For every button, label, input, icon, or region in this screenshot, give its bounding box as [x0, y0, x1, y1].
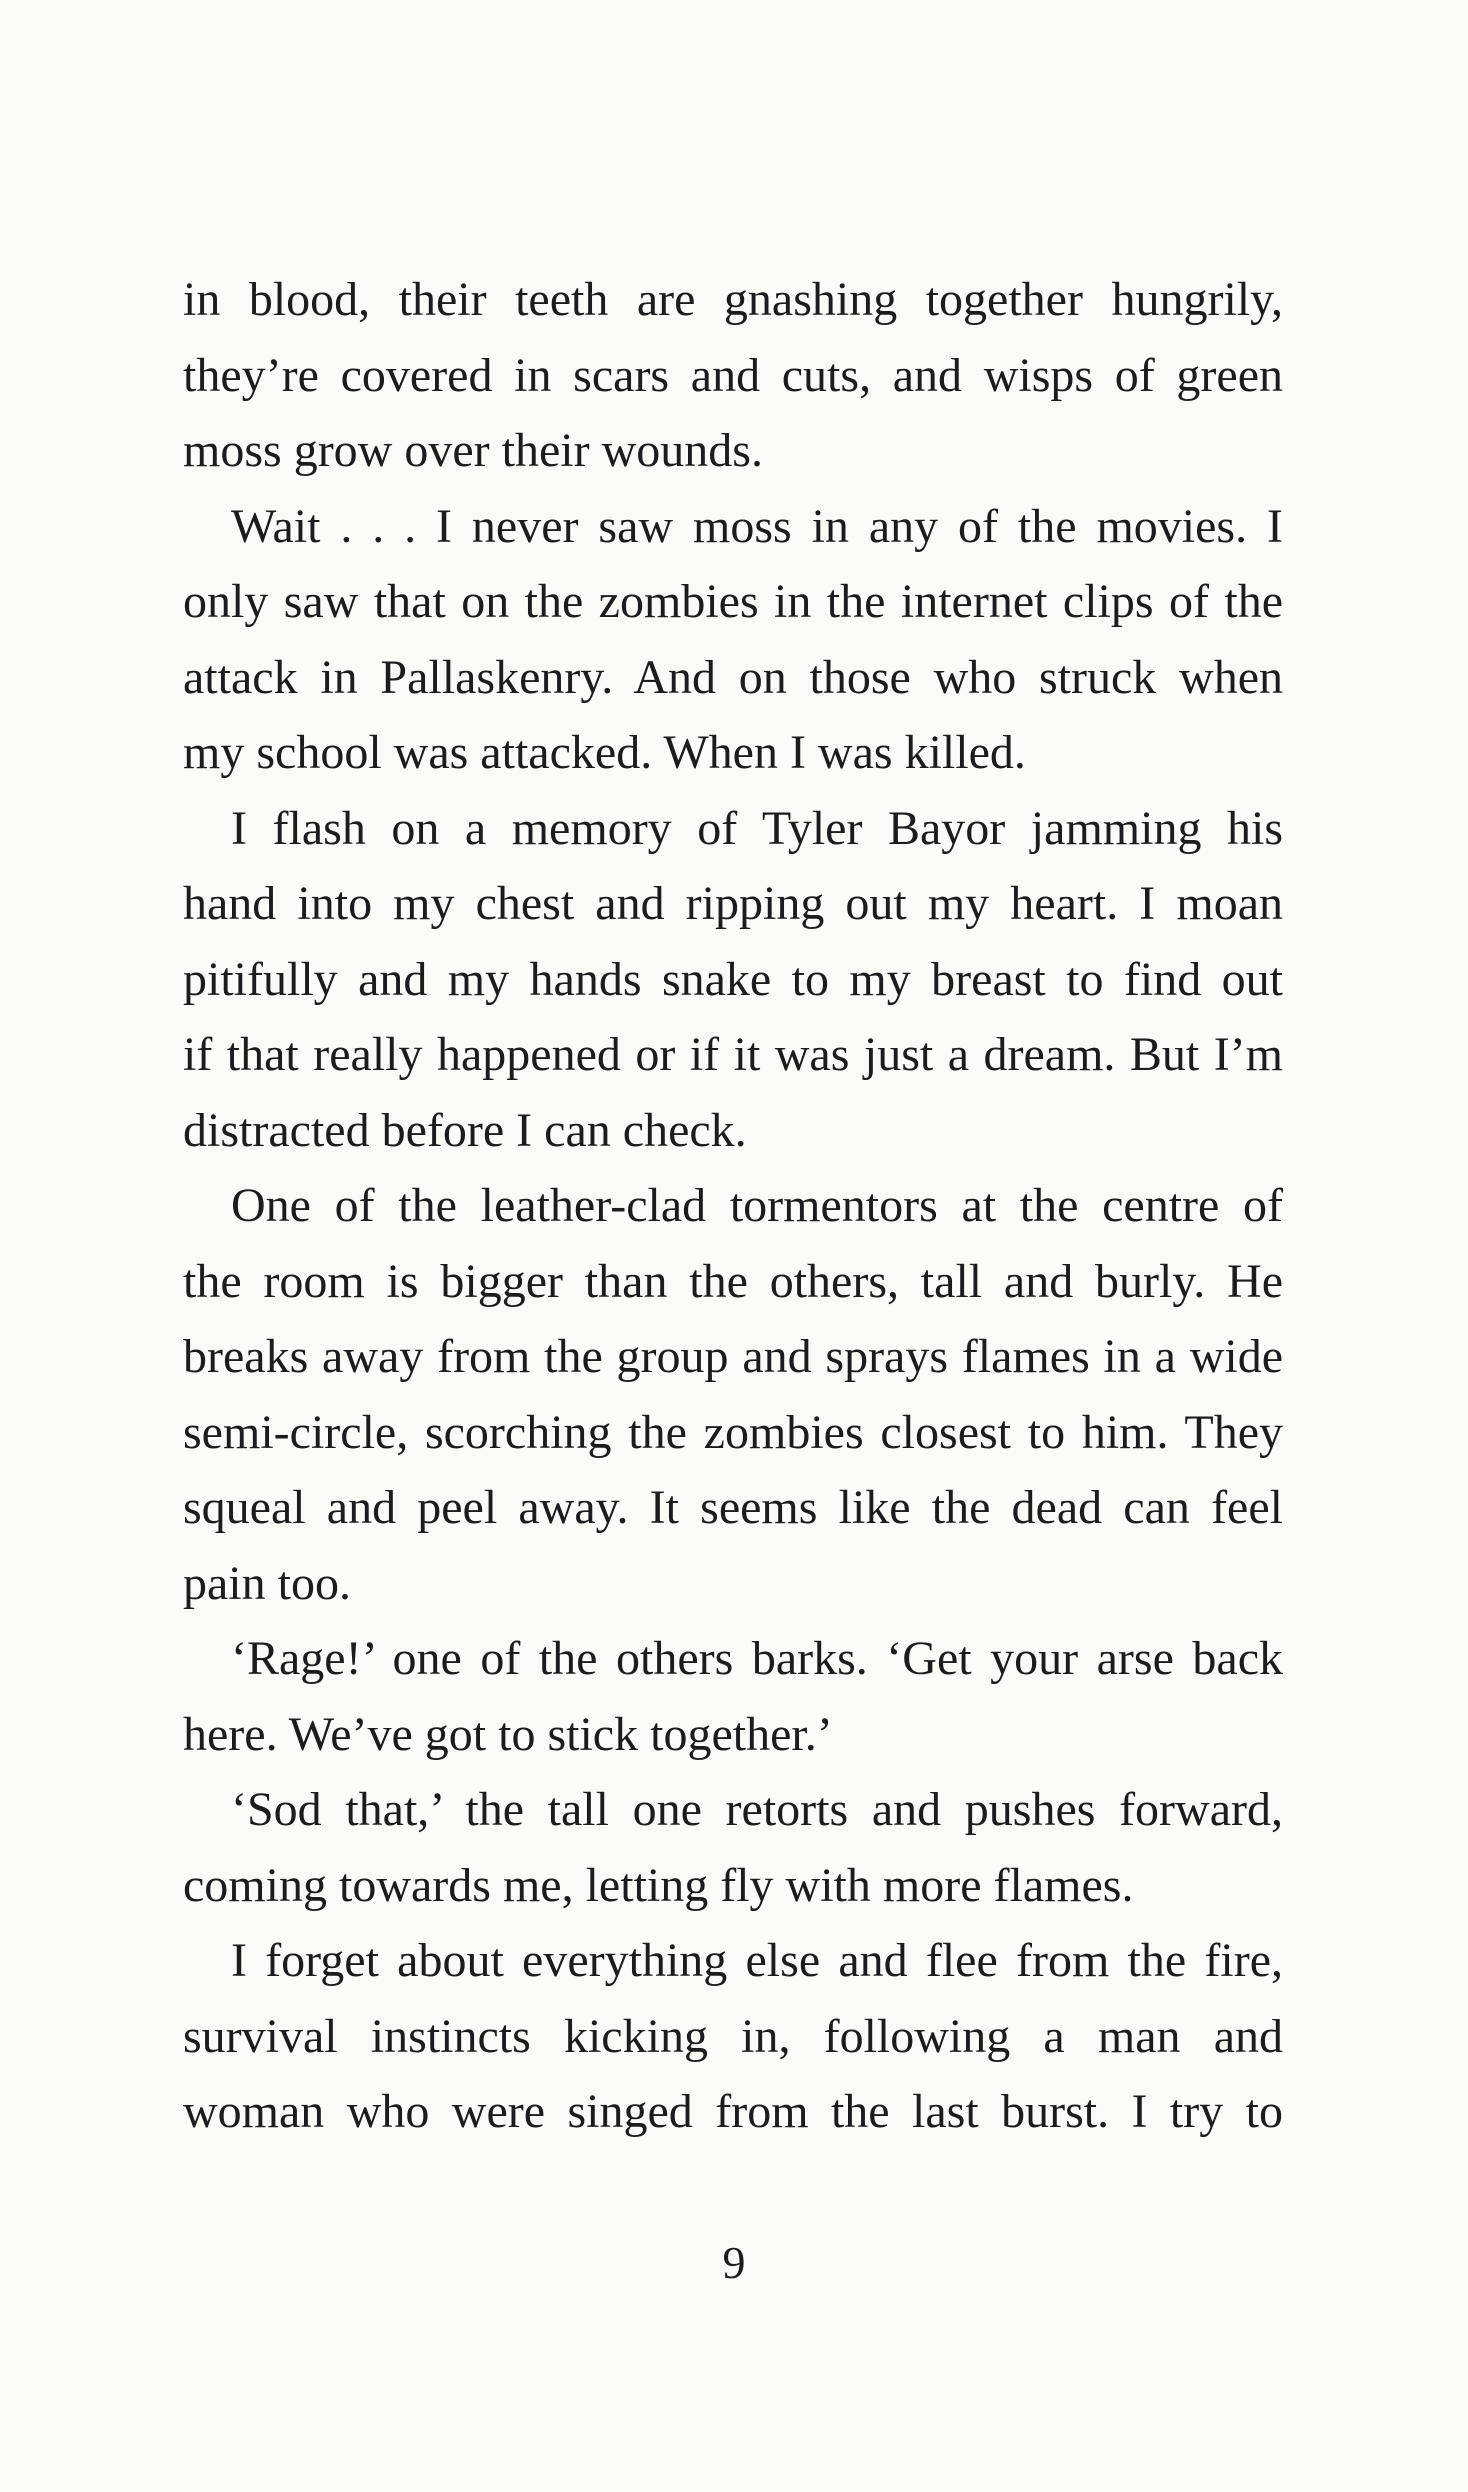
text-line: breaks away from the group and sprays flames in a wide: [183, 1330, 1283, 1383]
text-line: squeal and peel away. It seems like the dead can feel: [183, 1481, 1283, 1534]
text-line: semi-circle, scorching the zombies closest to him. They: [183, 1405, 1283, 1459]
text-line: in blood, their teeth are gnashing together hungrily,: [183, 273, 1283, 326]
text-line: distracted before I can check.: [183, 1103, 747, 1157]
text-line: I flash on a memory of Tyler Bayor jamming his: [231, 801, 1283, 855]
page-number: 9: [722, 2237, 746, 2288]
text-line: if that really happened or if it was just a dream. But I’m: [183, 1028, 1283, 1081]
text-line: I forget about everything else and flee from the fire,: [231, 1934, 1283, 1987]
text-line: only saw that on the zombies in the internet clips of the: [183, 575, 1283, 628]
text-line: ‘Rage!’ one of the others barks. ‘Get your arse back: [231, 1632, 1283, 1685]
text-line: Wait . . . I never saw moss in any of the movies. I: [231, 499, 1283, 553]
text-line: One of the leather-clad tormentors at the centre of: [231, 1179, 1283, 1232]
text-line: pain too.: [183, 1556, 351, 1610]
text-line: moss grow over their wounds.: [183, 424, 763, 477]
text-line: survival instincts kicking in, following a man and: [183, 2009, 1283, 2063]
text-line: pitifully and my hands snake to my breast to find out: [183, 952, 1283, 1006]
text-line: coming towards me, letting fly with more flames.: [183, 1858, 1134, 1912]
body-text: [183, 262, 1283, 2150]
text-line: woman who were singed from the last burst. I try to: [183, 2085, 1283, 2138]
text-line: they’re covered in scars and cuts, and wisps of green: [183, 348, 1283, 402]
text-line: my school was attacked. When I was killed.: [183, 726, 1026, 779]
text-line: here. We’ve got to stick together.’: [183, 1707, 833, 1761]
text-line: attack in Pallaskenry. And on those who struck when: [183, 650, 1283, 704]
text-line: the room is bigger than the others, tall and burly. He: [183, 1254, 1283, 1308]
text-line: hand into my chest and ripping out my heart. I moan: [183, 877, 1283, 930]
text-line: ‘Sod that,’ the tall one retorts and pushes forward,: [231, 1783, 1283, 1836]
